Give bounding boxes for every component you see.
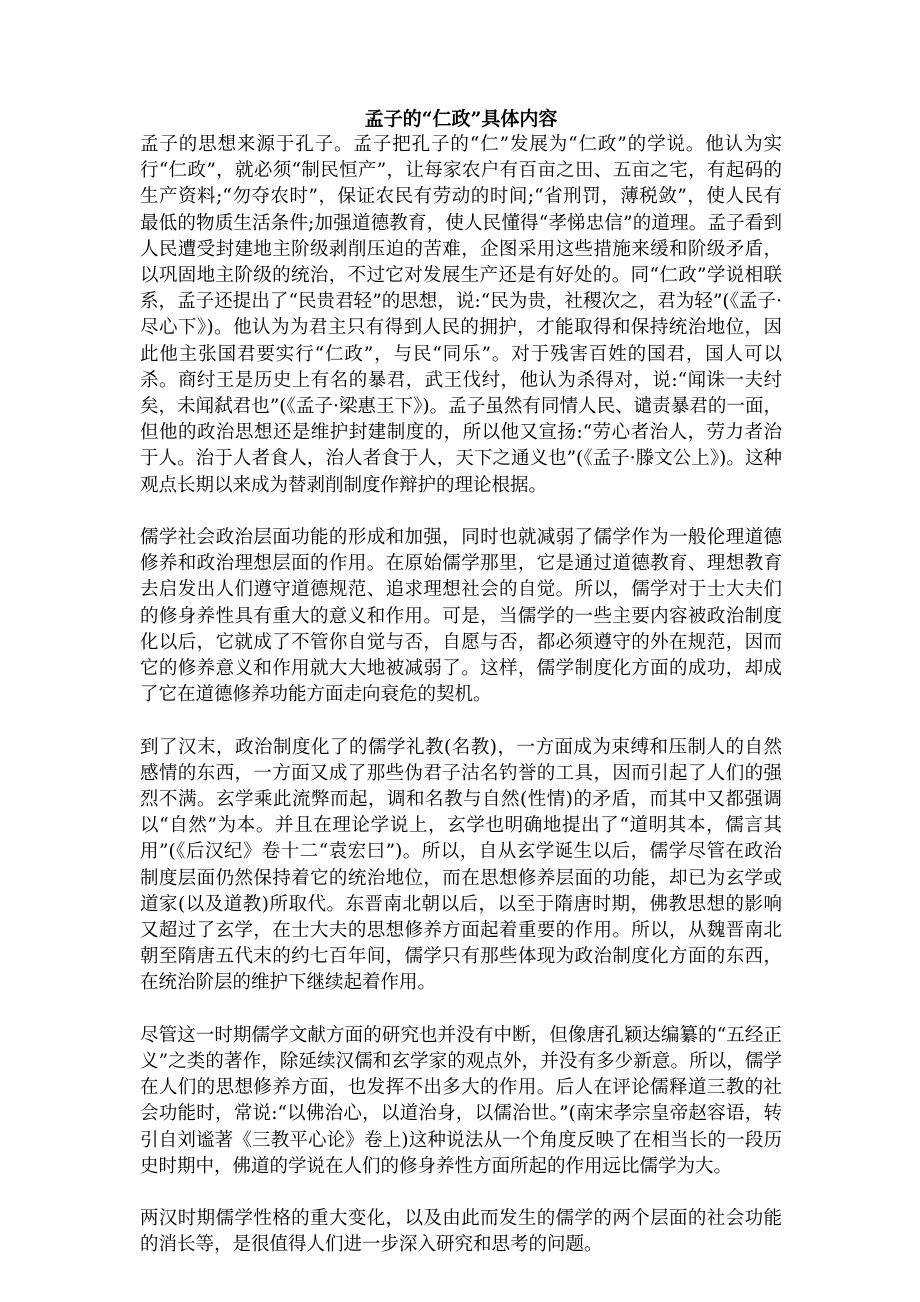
document-page: [140, 106, 782, 1259]
paragraph-conclusion: 两汉时期儒学性格的重大变化，以及由此而发生的儒学的两个层面的社会功能的消长等，是很值得人们进一步深入研究和思考的问题。: [140, 1208, 782, 1256]
paragraph-three-teachings: 尽管这一时期儒学文献方面的研究也并没有中断，但像唐孔颖达编纂的“五经正义”之类的著作，除延续汉儒和玄学家的观点外，并没有多少新意。所以，儒学在人们的思想修养方面，也发挥不出多大的作用。后人在评论儒释道三教的社会功能时，常说:“以佛治心，以道治身，以儒治世。”(南宋孝宗皇帝赵容语，转引自刘谧著《三教平心论》卷上)这种说法从一个角度反映了在相当长的一段历史时期中，佛道的学说在人们的修身养性方面所起的作用远比儒学为大。: [140, 1024, 782, 1177]
paragraph-late-han-xuanxue: 到了汉末，政治制度化了的儒学礼教(名教)，一方面成为束缚和压制人的自然感情的东西，一方面又成了那些伪君子沽名钓誉的工具，因而引起了人们的强烈不满。玄学乘此流弊而起，调和名教与自然(性情)的矛盾，而其中又都强调以“自然”为本。并且在理论学说上，玄学也明确地提出了“道明其本，儒言其用”(《后汉纪》卷十二“袁宏曰”)。所以，自从玄学诞生以后，儒学尽管在政治制度层面仍然保持着它的统治地位，而在思想修养层面的功能，却已为玄学或道家(以及道教)所取代。东晋南北朝以后，以至于隋唐时期，佛教思想的影响又超过了玄学，在士大夫的思想修养方面起着重要的作用。所以，从魏晋南北朝至隋唐五代末的约七百年间，儒学只有那些体现为政治制度化方面的东西，在统治阶层的维护下继续起着作用。: [140, 736, 782, 994]
document-title: 孟子的“仁政”具体内容: [364, 108, 558, 130]
paragraph-mencius-benevolent-government: 孟子的思想来源于孔子。孟子把孔子的“仁”发展为“仁政”的学说。他认为实行“仁政”，就必须“制民恒产”，让每家农户有百亩之田、五亩之宅，有起码的生产资料;“勿夺农时”，保证农民有劳动的时间;“省刑罚，薄税敛”，使人民有最低的物质生活条件;加强道德教育，使人民懂得“孝悌忠信”的道理。孟子看到人民遭受封建地主阶级剥削压迫的苦难，企图采用这些措施来缓和阶级矛盾，以巩固地主阶级的统治，不过它对发展生产还是有好处的。同“仁政”学说相联系，孟子还提出了“民贵君轻”的思想，说:“民为贵，社稷次之，君为轻”(《孟子·尽心下》)。他认为为君主只有得到人民的拥护，才能取得和保持统治地位，因此他主张国君要实行“仁政”，与民“同乐”。对于残害百姓的国君，国人可以杀。商纣王是历史上有名的暴君，武王伐纣，他认为杀得对，说:“闻诛一夫纣矣，未闻弑君也”(《孟子·梁惠王下》)。孟子虽然有同情人民、谴责暴君的一面，但他的政治思想还是维护封建制度的，所以他又宣扬:“劳心者治人，劳力者治于人。治于人者食人，治人者食于人，天下之通义也”(《孟子·滕文公上》)。这种观点长期以来成为替剥削制度作辩护的理论根据。: [140, 134, 782, 496]
paragraph-confucian-institutionalization: 儒学社会政治层面功能的形成和加强，同时也就减弱了儒学作为一般伦理道德修养和政治理想层面的作用。在原始儒学那里，它是通过道德教育、理想教育去启发出人们遵守道德规范、追求理想社会的自觉。所以，儒学对于士大夫们的修身养性具有重大的意义和作用。可是，当儒学的一些主要内容被政治制度化以后，它就成了不管你自觉与否，自愿与否，都必须遵守的外在规范，因而它的修养意义和作用就大大地被减弱了。这样，儒学制度化方面的成功，却成了它在道德修养功能方面走向衰危的契机。: [140, 527, 782, 706]
